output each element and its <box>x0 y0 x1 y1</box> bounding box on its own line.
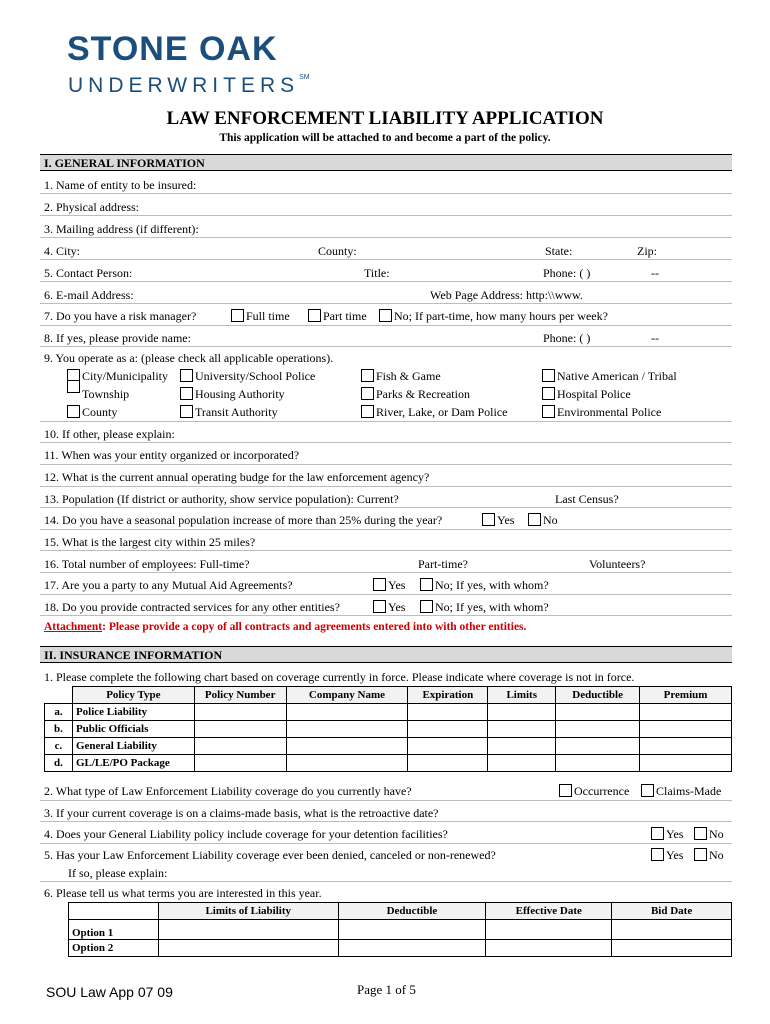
yes-label: Yes <box>388 600 406 614</box>
q8-phone: Phone: ( ) <box>543 331 591 345</box>
cell-input[interactable] <box>556 755 640 772</box>
row-letter: a. <box>45 704 73 721</box>
option-label: Transit Authority <box>195 405 278 419</box>
no-label: No <box>709 848 724 862</box>
q15-largest-city: 15. What is the largest city within 25 miles? <box>44 535 256 549</box>
row-letter: c. <box>45 738 73 755</box>
q16-part-time: Part-time? <box>418 557 468 571</box>
cell-input[interactable] <box>408 738 488 755</box>
q4-city: 4. City: <box>44 244 81 258</box>
table-row <box>45 755 732 772</box>
yes-checkbox[interactable] <box>373 578 386 591</box>
form-number: SOU Law App 07 09 <box>46 984 173 1000</box>
no-label: No <box>543 513 558 527</box>
q17-yes-option[interactable] <box>373 578 405 593</box>
q4-county: County: <box>318 244 357 258</box>
q4-zip: Zip: <box>637 244 657 258</box>
cell-input[interactable] <box>194 738 286 755</box>
q3-mailing-address: 3. Mailing address (if different): <box>44 222 199 236</box>
cell-input[interactable] <box>408 704 488 721</box>
no-label: No <box>709 827 724 841</box>
q18-yes-option[interactable] <box>373 600 405 615</box>
q8-phone-dash: -- <box>651 331 659 345</box>
header-deductible: Deductible <box>338 903 486 920</box>
yes-label: Yes <box>388 578 406 592</box>
op-township-checkbox[interactable] <box>67 378 82 395</box>
header-premium: Premium <box>640 687 732 704</box>
row-letter: b. <box>45 721 73 738</box>
header-limits-of-liability: Limits of Liability <box>158 903 338 920</box>
yes-checkbox[interactable] <box>373 600 386 613</box>
checkbox[interactable] <box>542 387 555 400</box>
occurrence-label: Occurrence <box>574 784 630 798</box>
q17-mutual-aid: 17. Are you a party to any Mutual Aid Agreements? <box>44 578 293 592</box>
full-time-label: Full time <box>246 309 290 323</box>
cell-input[interactable] <box>286 704 408 721</box>
cell-input[interactable] <box>488 755 556 772</box>
op-environmental-police[interactable] <box>542 405 661 420</box>
service-mark: SM <box>299 74 310 81</box>
header-policy-number: Policy Number <box>194 687 286 704</box>
q14-yes-option[interactable] <box>482 513 514 528</box>
s2-q4-yes-option[interactable] <box>651 827 683 842</box>
s2-q4-no-option[interactable] <box>694 827 724 842</box>
q1-entity-name: 1. Name of entity to be insured: <box>44 178 197 192</box>
cell-input[interactable] <box>194 721 286 738</box>
no-checkbox[interactable] <box>694 827 707 840</box>
s2-q1-chart-instructions: 1. Please complete the following chart based on coverage currently in force. Please indicate where coverage is not in force. <box>44 670 635 684</box>
cell-input[interactable] <box>640 738 732 755</box>
s2-q5-explain: If so, please explain: <box>68 866 168 880</box>
checkbox[interactable] <box>542 369 555 382</box>
q5-title: Title: <box>364 266 390 280</box>
no-label: No; If yes, with whom? <box>435 600 549 614</box>
s2-q5-yes-option[interactable] <box>651 848 683 863</box>
coverage-table <box>44 686 732 772</box>
option-label: Environmental Police <box>557 405 662 419</box>
no-checkbox[interactable] <box>420 578 433 591</box>
op-native-american[interactable] <box>542 369 677 384</box>
part-time-label: Part time <box>323 309 367 323</box>
checkbox[interactable] <box>361 405 374 418</box>
header-expiration: Expiration <box>408 687 488 704</box>
q13-population: 13. Population (If district or authority, show service population): Current? <box>44 492 399 506</box>
cell-input[interactable] <box>488 738 556 755</box>
q7-part-time-option[interactable] <box>308 309 367 324</box>
table-header-row <box>69 903 732 920</box>
option-2-label: Option 2 <box>69 940 159 957</box>
header-policy-type: Policy Type <box>72 687 194 704</box>
attachment-word: Attachment <box>44 621 103 633</box>
header-spacer <box>69 903 159 920</box>
table-row <box>45 721 732 738</box>
op-housing-authority[interactable] <box>180 387 285 402</box>
cell-input[interactable] <box>640 721 732 738</box>
s2-q4-detention-facilities: 4. Does your General Liability policy include coverage for your detention facilities? <box>44 827 448 841</box>
table-row <box>69 940 732 957</box>
cell-input[interactable] <box>286 755 408 772</box>
op-hospital-police[interactable] <box>542 387 631 402</box>
logo-stone-oak: STONE OAK <box>67 30 278 68</box>
page-subtitle: This application will be attached to and become a part of the policy. <box>219 132 551 144</box>
yes-checkbox[interactable] <box>651 827 664 840</box>
s2-q5-no-option[interactable] <box>694 848 724 863</box>
part-time-checkbox[interactable] <box>308 309 321 322</box>
option-label: Hospital Police <box>557 387 631 401</box>
q5-phone: Phone: ( ) <box>543 266 591 280</box>
terms-table <box>68 902 732 957</box>
occurrence-checkbox[interactable] <box>559 784 572 797</box>
q18-no-option[interactable] <box>420 600 549 615</box>
cell-input[interactable] <box>612 940 732 957</box>
q18-contracted-services: 18. Do you provide contracted services for any other entities? <box>44 600 340 614</box>
op-transit-authority[interactable] <box>180 405 278 420</box>
q9-operations: 9. You operate as a: (please check all applicable operations). <box>44 351 334 365</box>
s2-q5-coverage-denied: 5. Has your Law Enforcement Liability coverage ever been denied, canceled or non-renewed? <box>44 848 496 862</box>
checkbox[interactable] <box>180 405 193 418</box>
option-label: River, Lake, or Dam Police <box>376 405 508 419</box>
no-label: No; If yes, with whom? <box>435 578 549 592</box>
q14-no-option[interactable] <box>528 513 558 528</box>
q5-phone-dash: -- <box>651 266 659 280</box>
yes-label: Yes <box>666 848 684 862</box>
op-fish-game[interactable] <box>361 369 441 384</box>
claims-made-option[interactable] <box>641 784 721 799</box>
yes-checkbox[interactable] <box>482 513 495 526</box>
cell-input[interactable] <box>556 704 640 721</box>
q13-last-census: Last Census? <box>555 492 619 506</box>
claims-made-label: Claims-Made <box>656 784 722 798</box>
table-header-row <box>45 687 732 704</box>
q2-physical-address: 2. Physical address: <box>44 200 139 214</box>
header-bid-date: Bid Date <box>612 903 732 920</box>
cell-input[interactable] <box>408 755 488 772</box>
row-policy-type: GL/LE/PO Package <box>72 755 194 772</box>
no-checkbox[interactable] <box>420 600 433 613</box>
cell-input[interactable] <box>640 704 732 721</box>
op-parks-recreation[interactable] <box>361 387 470 402</box>
cell-input[interactable] <box>556 738 640 755</box>
cell-input[interactable] <box>486 940 612 957</box>
q12-operating-budget: 12. What is the current annual operating budge for the law enforcement agency? <box>44 470 430 484</box>
cell-input[interactable] <box>286 721 408 738</box>
cell-input[interactable] <box>556 721 640 738</box>
no-risk-manager-label: No; If part-time, how many hours per week? <box>394 309 608 323</box>
option-label: University/School Police <box>195 369 316 383</box>
checkbox[interactable] <box>180 369 193 382</box>
q6-web-page: Web Page Address: http:\\www. <box>430 288 583 302</box>
page-title: LAW ENFORCEMENT LIABILITY APPLICATION <box>166 108 604 129</box>
header-deductible: Deductible <box>556 687 640 704</box>
table-row <box>45 704 732 721</box>
cell-input[interactable] <box>158 940 338 957</box>
op-county[interactable] <box>67 405 117 420</box>
option-label: Fish & Game <box>376 369 441 383</box>
no-checkbox[interactable] <box>528 513 541 526</box>
attachment-notice <box>44 621 526 633</box>
row-policy-type: General Liability <box>72 738 194 755</box>
yes-checkbox[interactable] <box>651 848 664 861</box>
s2-q2-coverage-type: 2. What type of Law Enforcement Liability coverage do you currently have? <box>44 784 412 798</box>
page-number: Page 1 of 5 <box>357 982 416 997</box>
q10-other-explain: 10. If other, please explain: <box>44 427 175 441</box>
header-spacer <box>45 687 73 704</box>
option-1-label: Option 1 <box>69 920 159 940</box>
option-label: Native American / Tribal <box>557 369 677 383</box>
no-checkbox[interactable] <box>694 848 707 861</box>
checkbox[interactable] <box>67 405 80 418</box>
q4-state: State: <box>545 244 573 258</box>
checkbox[interactable] <box>361 369 374 382</box>
table-row <box>69 920 732 940</box>
q6-email: 6. E-mail Address: <box>44 288 134 302</box>
q7-risk-manager: 7. Do you have a risk manager? <box>44 309 197 323</box>
s2-q6-terms: 6. Please tell us what terms you are interested in this year. <box>44 886 322 900</box>
s2-q3-retroactive-date: 3. If your current coverage is on a claims-made basis, what is the retroactive date? <box>44 806 439 820</box>
row-policy-type: Police Liability <box>72 704 194 721</box>
cell-input[interactable] <box>194 755 286 772</box>
q5-contact-person: 5. Contact Person: <box>44 266 133 280</box>
row-letter: d. <box>45 755 73 772</box>
checkbox[interactable] <box>180 387 193 400</box>
checkbox[interactable] <box>67 380 80 393</box>
attachment-text: : Please provide a copy of all contracts and agreements entered into with other entities. <box>102 621 527 633</box>
cell-input[interactable] <box>486 920 612 940</box>
cell-input[interactable] <box>408 721 488 738</box>
yes-label: Yes <box>497 513 515 527</box>
cell-input[interactable] <box>488 721 556 738</box>
logo-underwriters: UNDERWRITERS℠ <box>68 74 310 97</box>
header-limits: Limits <box>488 687 556 704</box>
option-label: County <box>82 405 118 419</box>
table-row <box>45 738 732 755</box>
option-label: Parks & Recreation <box>376 387 470 401</box>
q16-employees: 16. Total number of employees: Full-time? <box>44 557 250 571</box>
section-insurance-information: II. INSURANCE INFORMATION <box>40 646 732 663</box>
q7-full-time-option[interactable] <box>231 309 290 324</box>
occurrence-option[interactable] <box>559 784 629 799</box>
claims-made-checkbox[interactable] <box>641 784 654 797</box>
yes-label: Yes <box>666 827 684 841</box>
section-general-information: I. GENERAL INFORMATION <box>40 154 732 171</box>
header-company-name: Company Name <box>286 687 408 704</box>
op-city-municipality[interactable] <box>67 369 168 384</box>
cell-input[interactable] <box>338 940 486 957</box>
q16-volunteers: Volunteers? <box>589 557 646 571</box>
q17-no-option[interactable] <box>420 578 549 593</box>
header-effective-date: Effective Date <box>486 903 612 920</box>
cell-input[interactable] <box>158 920 338 940</box>
cell-input[interactable] <box>338 920 486 940</box>
row-policy-type: Public Officials <box>72 721 194 738</box>
option-label: Township <box>82 387 130 401</box>
cell-input[interactable] <box>488 704 556 721</box>
checkbox[interactable] <box>361 387 374 400</box>
option-label: City/Municipality <box>82 369 168 383</box>
no-risk-manager-checkbox[interactable] <box>379 309 392 322</box>
cell-input[interactable] <box>612 920 732 940</box>
checkbox[interactable] <box>542 405 555 418</box>
op-university-police[interactable] <box>180 369 315 384</box>
full-time-checkbox[interactable] <box>231 309 244 322</box>
cell-input[interactable] <box>640 755 732 772</box>
q7-no-option[interactable] <box>379 309 608 324</box>
cell-input[interactable] <box>286 738 408 755</box>
option-label: Housing Authority <box>195 387 285 401</box>
op-river-lake-dam[interactable] <box>361 405 507 420</box>
q11-organized-date: 11. When was your entity organized or incorporated? <box>44 448 300 462</box>
q8-risk-manager-name: 8. If yes, please provide name: <box>44 331 191 345</box>
cell-input[interactable] <box>194 704 286 721</box>
q14-seasonal-increase: 14. Do you have a seasonal population increase of more than 25% during the year? <box>44 513 443 527</box>
